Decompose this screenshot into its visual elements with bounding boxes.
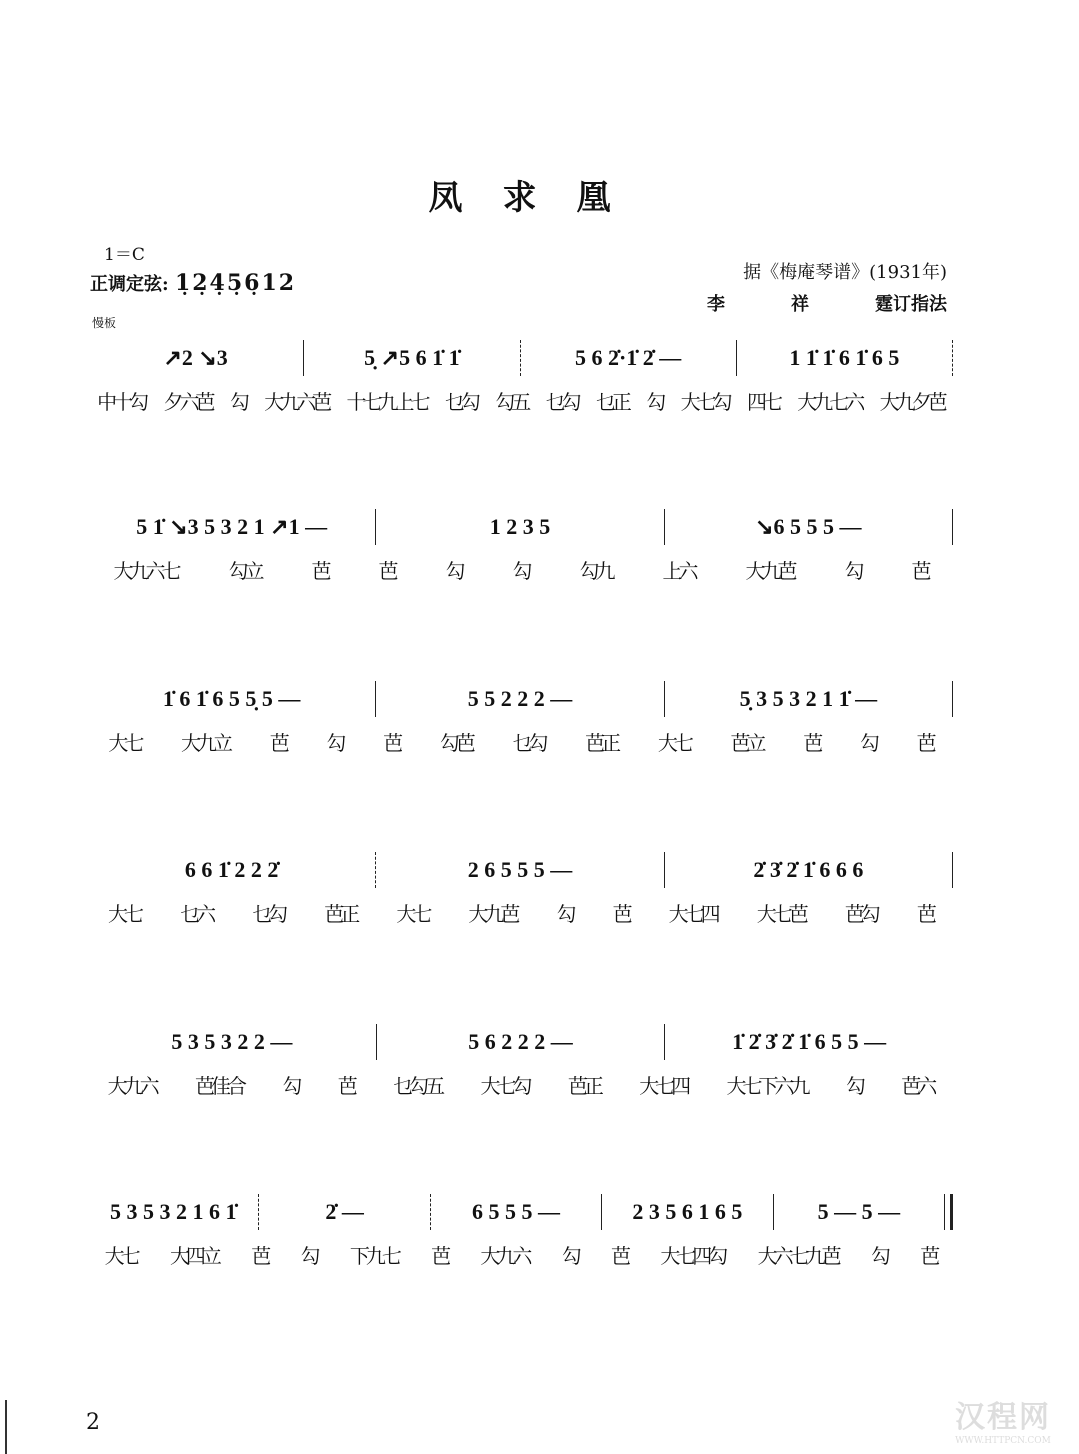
- measure: 5̣ ↗5 6 1̇ 1̇: [364, 345, 460, 370]
- tablature-glyph: 大九七六: [797, 390, 862, 414]
- credit-name-2: 祥: [791, 294, 809, 315]
- tablature-glyph: 大七四勾: [660, 1244, 725, 1268]
- score-system: [88, 1190, 953, 1269]
- tablature-glyph: 大六七九芭: [757, 1244, 838, 1268]
- tablature-glyph: 大九六七: [113, 559, 178, 583]
- piece-title: 凤求凰: [428, 178, 651, 218]
- score-system: [88, 848, 953, 927]
- tablature-glyph: 勾: [300, 1244, 317, 1268]
- tablature-glyph: 乜勾: [252, 902, 285, 926]
- tablature-glyph: 芭: [337, 1074, 354, 1098]
- measure: 6 5 5 5 —: [472, 1199, 561, 1224]
- tablature-glyph: 勾九: [579, 559, 612, 583]
- tablature-glyph: 大七四: [668, 902, 717, 926]
- tablature-glyph: 大九芭: [745, 559, 794, 583]
- tablature-glyph: 大九六: [107, 1074, 156, 1098]
- tablature-glyph: 芭正: [567, 1074, 600, 1098]
- tablature-glyph: 大七勾: [480, 1074, 529, 1098]
- tablature-glyph: 乜勾: [512, 731, 545, 755]
- notation-row: [88, 1020, 953, 1064]
- measure: 1̇ 2̇ 3̇ 2̇ 1̇ 6 5 5 —: [732, 1029, 887, 1054]
- notation-row: [88, 505, 953, 549]
- final-barline: [944, 1194, 953, 1230]
- tablature-glyph: 勾: [282, 1074, 299, 1098]
- barline: [952, 509, 953, 545]
- tablature-glyph: 乜勾: [444, 390, 477, 414]
- notation-row: [88, 677, 953, 721]
- tablature-glyph: 大七: [657, 731, 690, 755]
- notation-row: [88, 336, 953, 380]
- notation-row: [88, 848, 953, 892]
- tablature-glyph: 大七: [104, 1244, 137, 1268]
- tablature-glyph: 芭正: [585, 731, 618, 755]
- tablature-row: [88, 555, 953, 584]
- measure: 1 2 3 5: [489, 514, 551, 539]
- measure: 5 3 5 3 2 1 6 1̇: [109, 1199, 237, 1224]
- tablature-glyph: 十七九上七: [346, 390, 427, 414]
- tablature-row: [88, 1240, 953, 1269]
- measure: 5 6 2 2 2 —: [468, 1029, 573, 1054]
- tablature-glyph: 下九七: [349, 1244, 398, 1268]
- watermark-text: 汉程网: [955, 1400, 1051, 1435]
- measure: 5 6 2̇·1̇ 2̇ —: [574, 345, 682, 370]
- measure: 1̇ 6 1̇ 6 5 5̣ 5 —: [162, 686, 301, 711]
- tablature-glyph: 勾: [556, 902, 573, 926]
- measure: 2 3 5 6 1 6 5: [632, 1199, 743, 1224]
- tablature-glyph: 勾: [844, 559, 861, 583]
- credit-role: 霆订指法: [875, 294, 947, 315]
- barline: [952, 681, 953, 717]
- tablature-glyph: 勾: [859, 731, 876, 755]
- tablature-glyph: 大七芭: [756, 902, 805, 926]
- tablature-glyph: 勾立: [228, 559, 261, 583]
- score-system: [88, 505, 953, 584]
- measure: 5 — 5 —: [817, 1199, 901, 1224]
- credit: [707, 290, 947, 316]
- watermark-logo: [955, 1392, 1051, 1446]
- tuning-notes: 1̣2̣4̣5̣6̣12: [174, 270, 297, 296]
- tablature-glyph: 芭: [920, 1244, 937, 1268]
- tablature-glyph: 乜六: [180, 902, 213, 926]
- tablature-glyph: 大七下六九: [726, 1074, 807, 1098]
- measure: 2̇ 3̇ 2̇ 1̇ 6 6 6: [753, 857, 864, 882]
- tablature-glyph: 中十勾: [97, 390, 146, 414]
- tablature-glyph: 芭佳合: [195, 1074, 244, 1098]
- tablature-glyph: 勾: [326, 731, 343, 755]
- tempo-marking: 慢板: [92, 316, 117, 330]
- tablature-glyph: 大七勾: [680, 390, 729, 414]
- credit-name-1: 李: [707, 294, 725, 315]
- notation-row: [88, 1190, 953, 1234]
- tablature-glyph: 大九芭: [468, 902, 517, 926]
- measure: ↗2 ↘3: [163, 345, 228, 370]
- measure: 2 6 5 5 5 —: [467, 857, 573, 882]
- measure: 5 3 5 3 2 2 —: [171, 1029, 293, 1054]
- tablature-glyph: 芭: [311, 559, 328, 583]
- tablature-glyph: 大九六: [480, 1244, 529, 1268]
- tablature-glyph: 勾: [445, 559, 462, 583]
- tablature-glyph: 大四立: [169, 1244, 218, 1268]
- tablature-glyph: 勾五: [495, 390, 528, 414]
- tablature-glyph: 勾: [229, 390, 246, 414]
- score-system: [88, 1020, 953, 1099]
- tablature-glyph: 大九六芭: [264, 390, 329, 414]
- tablature-glyph: 大七: [108, 731, 141, 755]
- tablature-glyph: 芭勾: [844, 902, 877, 926]
- measure: 1 1̇ 1̇ 6 1̇ 6 5: [789, 345, 900, 370]
- page-number: 2: [86, 1410, 100, 1435]
- source-citation: 据《梅庵琴谱》(1931年): [743, 262, 947, 283]
- scan-edge: [5, 1400, 7, 1454]
- tablature-glyph: 芭: [383, 731, 400, 755]
- measure: 5 5 2 2 2 —: [467, 686, 573, 711]
- tablature-glyph: 四七: [746, 390, 779, 414]
- score-system: [88, 677, 953, 756]
- tablature-glyph: 大九夕芭: [879, 390, 944, 414]
- tablature-glyph: 芭: [431, 1244, 448, 1268]
- tablature-row: [88, 1070, 953, 1099]
- tablature-glyph: 大九立: [181, 731, 230, 755]
- tablature-glyph: 芭: [612, 902, 629, 926]
- tablature-glyph: 勾: [512, 559, 529, 583]
- measure: 5 1̇ ↘3 5 3 2 1 ↗1 —: [136, 514, 328, 539]
- tablature-glyph: 芭: [251, 1244, 268, 1268]
- tablature-glyph: 芭正: [324, 902, 357, 926]
- tablature-glyph: 芭: [803, 731, 820, 755]
- measure: 2̇ —: [325, 1199, 364, 1224]
- tablature-glyph: 芭: [911, 559, 928, 583]
- tablature-glyph: 芭: [916, 902, 933, 926]
- tablature-glyph: 勾: [870, 1244, 887, 1268]
- tablature-row: [88, 386, 953, 415]
- tuning-label: 正调定弦:: [90, 274, 169, 295]
- tuning: [90, 270, 296, 296]
- key-signature: 1＝C: [104, 245, 145, 265]
- tablature-glyph: 芭立: [730, 731, 763, 755]
- tablature-glyph: 芭六: [901, 1074, 934, 1098]
- watermark-url: WWW.HTTPCN.COM: [955, 1436, 1051, 1446]
- tablature-glyph: 乜勾五: [393, 1074, 442, 1098]
- tablature-glyph: 大七: [396, 902, 429, 926]
- tablature-glyph: 大七: [108, 902, 141, 926]
- tablature-row: [88, 898, 953, 927]
- tablature-glyph: 芭: [916, 731, 933, 755]
- tablature-row: [88, 727, 953, 756]
- score-system: [88, 336, 953, 415]
- tablature-glyph: 勾: [646, 390, 663, 414]
- tablature-glyph: 夕六芭: [163, 390, 212, 414]
- tablature-glyph: 勾芭: [439, 731, 472, 755]
- tablature-glyph: 乜正: [595, 390, 628, 414]
- tablature-glyph: 上六: [662, 559, 695, 583]
- tablature-glyph: 勾: [561, 1244, 578, 1268]
- measure: 6 6 1̇ 2 2 2̇: [184, 857, 279, 882]
- measure: 5̣ 3 5 3 2 1 1̇ —: [739, 686, 878, 711]
- tablature-glyph: 勾: [845, 1074, 862, 1098]
- tablature-glyph: 芭: [611, 1244, 628, 1268]
- tablature-glyph: 乜勾: [545, 390, 578, 414]
- tablature-glyph: 芭: [269, 731, 286, 755]
- tablature-glyph: 芭: [378, 559, 395, 583]
- barline: [952, 852, 953, 888]
- barline: [952, 340, 953, 376]
- measure: ↘6 5 5 5 —: [755, 514, 862, 539]
- tablature-glyph: 大七四: [639, 1074, 688, 1098]
